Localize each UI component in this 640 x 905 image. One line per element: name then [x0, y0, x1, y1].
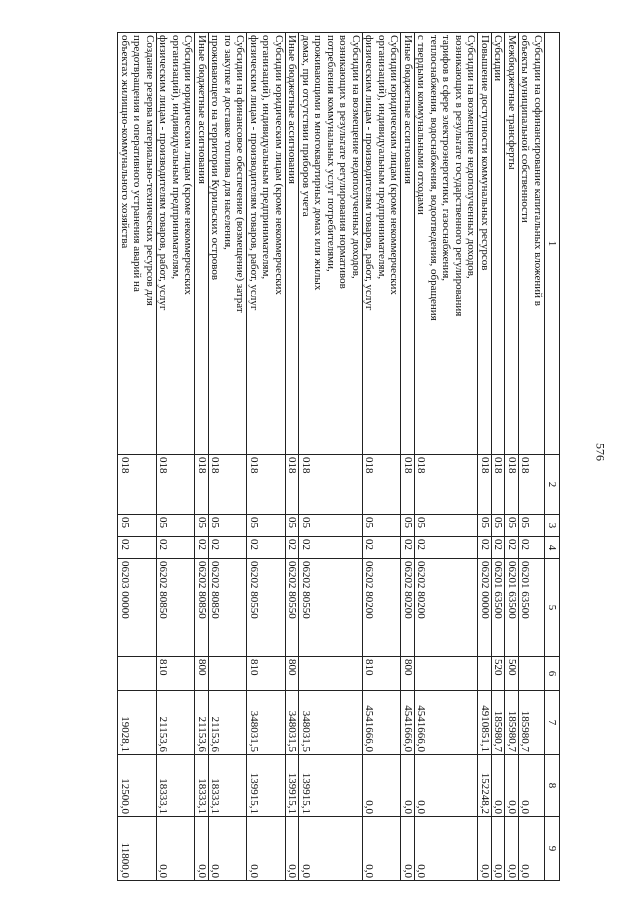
table-body — [118, 33, 545, 881]
ministry-code: 018 — [492, 455, 506, 515]
expense-type-code: 810 — [157, 657, 196, 691]
column-header: 3 — [545, 515, 560, 537]
amount-col9: 0,0 — [247, 817, 286, 881]
row-name: Иные бюджетные ассигнования — [286, 33, 300, 455]
target-item-code: 06202 80200 — [415, 559, 479, 657]
amount-col8: 0,0 — [505, 755, 519, 817]
row-name: Межбюджетные трансферты — [505, 33, 519, 455]
section-code: 05 — [195, 515, 209, 537]
target-item-code: 06203 00000 — [118, 559, 157, 657]
expense-type-code — [299, 657, 363, 691]
ministry-code: 018 — [401, 455, 415, 515]
target-item-code: 06202 80850 — [209, 559, 248, 657]
table-row — [505, 33, 519, 881]
amount-col9: 0,0 — [519, 817, 545, 881]
expense-type-code — [519, 657, 545, 691]
subsection-code: 02 — [118, 537, 157, 559]
amount-col9: 0,0 — [209, 817, 248, 881]
ministry-code: 018 — [286, 455, 300, 515]
table-row — [415, 33, 479, 881]
row-name: Субсидии на возмещение недополученных доходов, возникающих в результате государственного регулирования тарифов в сфере электроэнергетики, газоснабжения, теплоснабжения, водоснабжения, водоотведения, обращения с твердыми коммунальными отходами — [415, 33, 479, 455]
amount-col9: 0,0 — [401, 817, 415, 881]
amount-col8: 18333,1 — [157, 755, 196, 817]
section-code: 05 — [363, 515, 402, 537]
page-number: 576 — [593, 443, 608, 461]
amount-col7: 4541666,0 — [363, 691, 402, 755]
table-row — [363, 33, 402, 881]
target-item-code: 06202 80850 — [195, 559, 209, 657]
table-row — [286, 33, 300, 881]
subsection-code: 02 — [415, 537, 479, 559]
subsection-code: 02 — [492, 537, 506, 559]
amount-col7: 4541666,0 — [415, 691, 479, 755]
row-name: Иные бюджетные ассигнования — [195, 33, 209, 455]
target-item-code: 06202 80550 — [247, 559, 286, 657]
target-item-code: 06202 00000 — [478, 559, 492, 657]
amount-col9: 0,0 — [157, 817, 196, 881]
row-name: Субсидии юридическим лицам (кроме некоммерческих организаций), индивидуальным предпринимателям, физическим лицам - производителям товаров, работ, услуг — [363, 33, 402, 455]
target-item-code: 06202 80200 — [401, 559, 415, 657]
row-name: Субсидии на софинансирование капитальных вложений в объекты муниципальной собственности — [519, 33, 545, 455]
row-name: Субсидии — [492, 33, 506, 455]
header-row — [545, 33, 560, 881]
rotated-table-container — [65, 32, 560, 880]
table-row — [247, 33, 286, 881]
amount-col8: 139915,1 — [286, 755, 300, 817]
row-name: Повышение доступности коммунальных ресурсов — [478, 33, 492, 455]
table-row — [492, 33, 506, 881]
amount-col7: 348031,5 — [299, 691, 363, 755]
amount-col9: 0,0 — [286, 817, 300, 881]
expense-type-code: 520 — [492, 657, 506, 691]
table-row — [401, 33, 415, 881]
table-row — [157, 33, 196, 881]
table-row — [478, 33, 492, 881]
section-code: 05 — [247, 515, 286, 537]
amount-col7: 348031,5 — [247, 691, 286, 755]
subsection-code: 02 — [157, 537, 196, 559]
table-row — [519, 33, 545, 881]
amount-col9: 0,0 — [195, 817, 209, 881]
subsection-code: 02 — [209, 537, 248, 559]
ministry-code: 018 — [519, 455, 545, 515]
table-row — [195, 33, 209, 881]
expense-type-code: 800 — [195, 657, 209, 691]
section-code: 05 — [519, 515, 545, 537]
row-name: Субсидии юридическим лицам (кроме некоммерческих организаций), индивидуальным предпринимателям, физическим лицам - производителям товаров, работ, услуг — [157, 33, 196, 455]
column-header: 4 — [545, 537, 560, 559]
expense-type-code — [118, 657, 157, 691]
row-name: Субсидии на возмещение недополученных доходов, возникающих в результате регулирования нормативов потребления коммунальных услуг потребителями, проживающими в многоквартирных домах или жилых домах, при отсутствии приборов учета — [299, 33, 363, 455]
column-header: 1 — [545, 33, 560, 455]
target-item-code: 06201 63500 — [519, 559, 545, 657]
target-item-code: 06202 80550 — [299, 559, 363, 657]
ministry-code: 018 — [209, 455, 248, 515]
ministry-code: 018 — [195, 455, 209, 515]
column-header: 6 — [545, 657, 560, 691]
budget-table — [118, 32, 561, 881]
ministry-code: 018 — [363, 455, 402, 515]
section-code: 05 — [118, 515, 157, 537]
subsection-code: 02 — [505, 537, 519, 559]
amount-col7: 4910851,1 — [478, 691, 492, 755]
target-item-code: 06202 80200 — [363, 559, 402, 657]
amount-col9: 0,0 — [363, 817, 402, 881]
subsection-code: 02 — [519, 537, 545, 559]
section-code: 05 — [505, 515, 519, 537]
amount-col8: 152248,2 — [478, 755, 492, 817]
amount-col7: 185980,7 — [492, 691, 506, 755]
column-header: 2 — [545, 455, 560, 515]
amount-col7: 4541666,0 — [401, 691, 415, 755]
section-code: 05 — [415, 515, 479, 537]
section-code: 05 — [299, 515, 363, 537]
amount-col8: 0,0 — [363, 755, 402, 817]
subsection-code: 02 — [478, 537, 492, 559]
target-item-code: 06201 63500 — [505, 559, 519, 657]
subsection-code: 02 — [401, 537, 415, 559]
subsection-code: 02 — [247, 537, 286, 559]
subsection-code: 02 — [299, 537, 363, 559]
expense-type-code: 810 — [363, 657, 402, 691]
section-code: 05 — [209, 515, 248, 537]
section-code: 05 — [492, 515, 506, 537]
row-name: Субсидии юридическим лицам (кроме некоммерческих организаций), индивидуальным предпринимателям, физическим лицам - производителям товаров, работ, услуг — [247, 33, 286, 455]
expense-type-code: 810 — [247, 657, 286, 691]
expense-type-code: 800 — [401, 657, 415, 691]
amount-col8: 0,0 — [401, 755, 415, 817]
amount-col8: 0,0 — [492, 755, 506, 817]
amount-col8: 139915,1 — [247, 755, 286, 817]
section-code: 05 — [286, 515, 300, 537]
amount-col9: 0,0 — [415, 817, 479, 881]
amount-col9: 0,0 — [505, 817, 519, 881]
column-header: 5 — [545, 559, 560, 657]
expense-type-code — [415, 657, 479, 691]
amount-col8: 12500,0 — [118, 755, 157, 817]
column-header: 7 — [545, 691, 560, 755]
amount-col7: 21153,6 — [209, 691, 248, 755]
amount-col7: 19028,1 — [118, 691, 157, 755]
section-code: 05 — [157, 515, 196, 537]
target-item-code: 06202 80850 — [157, 559, 196, 657]
ministry-code: 018 — [505, 455, 519, 515]
column-header: 9 — [545, 817, 560, 881]
amount-col8: 0,0 — [519, 755, 545, 817]
ministry-code: 018 — [299, 455, 363, 515]
column-header: 8 — [545, 755, 560, 817]
expense-type-code — [209, 657, 248, 691]
amount-col7: 21153,6 — [195, 691, 209, 755]
ministry-code: 018 — [478, 455, 492, 515]
ministry-code: 018 — [118, 455, 157, 515]
section-code: 05 — [478, 515, 492, 537]
row-name: Создание резерва материально-технических ресурсов для предотвращения и оперативного устранения аварий на объектах жилищно-коммунального хозяйства — [118, 33, 157, 455]
subsection-code: 02 — [286, 537, 300, 559]
expense-type-code — [478, 657, 492, 691]
ministry-code: 018 — [157, 455, 196, 515]
ministry-code: 018 — [247, 455, 286, 515]
amount-col9: 0,0 — [299, 817, 363, 881]
subsection-code: 02 — [195, 537, 209, 559]
section-code: 05 — [401, 515, 415, 537]
row-name: Иные бюджетные ассигнования — [401, 33, 415, 455]
amount-col8: 18333,1 — [209, 755, 248, 817]
amount-col9: 11800,0 — [118, 817, 157, 881]
amount-col7: 348031,5 — [286, 691, 300, 755]
subsection-code: 02 — [363, 537, 402, 559]
amount-col9: 0,0 — [492, 817, 506, 881]
target-item-code: 06201 63500 — [492, 559, 506, 657]
expense-type-code: 800 — [286, 657, 300, 691]
table-row — [299, 33, 363, 881]
amount-col7: 185980,7 — [505, 691, 519, 755]
amount-col7: 21153,6 — [157, 691, 196, 755]
target-item-code: 06202 80550 — [286, 559, 300, 657]
row-name: Субсидии на финансовое обеспечение (возмещение) затрат по закупке и доставке топлива для населения, проживающего на территории Курильских островов — [209, 33, 248, 455]
table-row — [209, 33, 248, 881]
amount-col7: 185980,7 — [519, 691, 545, 755]
table-row — [118, 33, 157, 881]
amount-col8: 0,0 — [415, 755, 479, 817]
amount-col8: 139915,1 — [299, 755, 363, 817]
amount-col8: 18333,1 — [195, 755, 209, 817]
amount-col9: 0,0 — [478, 817, 492, 881]
expense-type-code: 500 — [505, 657, 519, 691]
ministry-code: 018 — [415, 455, 479, 515]
